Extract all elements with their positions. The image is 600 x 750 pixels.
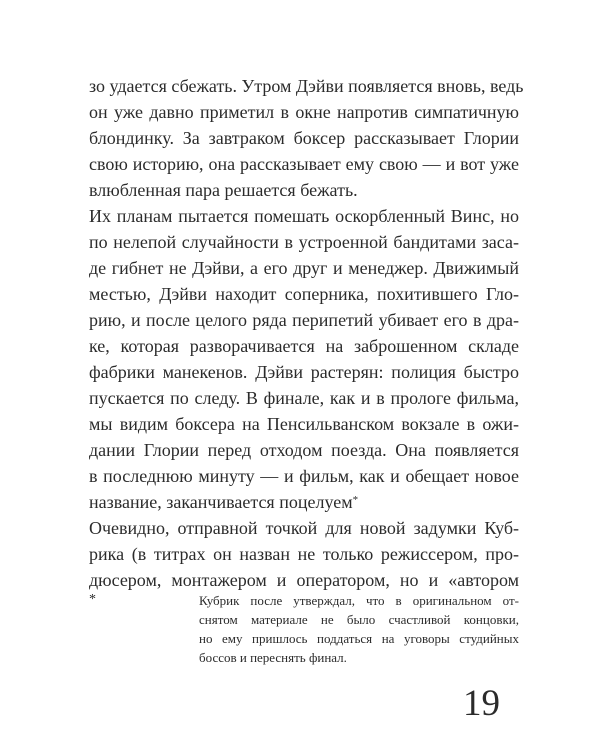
text-line: местью, Дэйви находит соперника, похитившего Гло-	[89, 284, 519, 304]
text-line: Очевидно, отправной точкой для новой задумки Куб-	[89, 518, 519, 538]
text-line: пускается по следу. В финале, как и в прологе фильма,	[89, 388, 519, 408]
text-line	[89, 489, 519, 515]
text-line: де гибнет не Дэйви, а его друг и менеджер. Движимый	[89, 258, 519, 278]
text-line: свою историю, она рассказывает ему свою — и вот уже	[89, 154, 519, 174]
footnote-line: но ему пришлось поддаться на уговоры студийных	[199, 631, 519, 646]
text-line: влюбленная пара решается бежать.	[89, 180, 358, 200]
text-line-content: название, заканчивается поцелуем	[89, 492, 353, 512]
text-line: дании Глории перед отходом поезда. Она появляется	[89, 440, 519, 460]
text-line: Их планам пытается помешать оскорбленный Винс, но	[89, 206, 519, 226]
footnote-line: снятом материале не было счастливой концовки,	[199, 612, 519, 627]
text-line: фабрики манекенов. Дэйви растерян: полиция быстро	[89, 362, 519, 382]
footnote-line: боссов и переснять финал.	[199, 650, 347, 665]
footnote-line: Кубрик после утверждал, что в оригинальном от-	[199, 593, 519, 608]
text-line: в последнюю минуту — и фильм, как и обещает новое	[89, 466, 519, 486]
footnote	[199, 591, 519, 667]
text-line: рика (в титрах он назван не только режиссером, про-	[89, 544, 519, 564]
text-line: блондинку. За завтраком боксер рассказывает Глории	[89, 128, 519, 148]
text-line: дюсером, монтажером и оператором, но и «автором	[89, 570, 519, 590]
page-number: 19	[463, 683, 500, 724]
text-line: зо удается сбежать. Утром Дэйви появляется вновь, ведь	[89, 76, 524, 96]
text-line: мы видим боксера на Пенсильванском вокзале в ожи-	[89, 414, 519, 434]
text-line: по нелепой случайности в устроенной бандитами заса-	[89, 232, 519, 252]
text-line: рию, и после целого ряда перипетий убивает его в дра-	[89, 310, 519, 330]
text-line: он уже давно приметил в окне напротив симпатичную	[89, 102, 519, 122]
main-text	[89, 73, 524, 593]
footnote-reference: *	[352, 494, 359, 506]
footnote-marker: *	[89, 592, 96, 607]
text-line: ке, которая разворачивается на заброшенном складе	[89, 336, 519, 356]
